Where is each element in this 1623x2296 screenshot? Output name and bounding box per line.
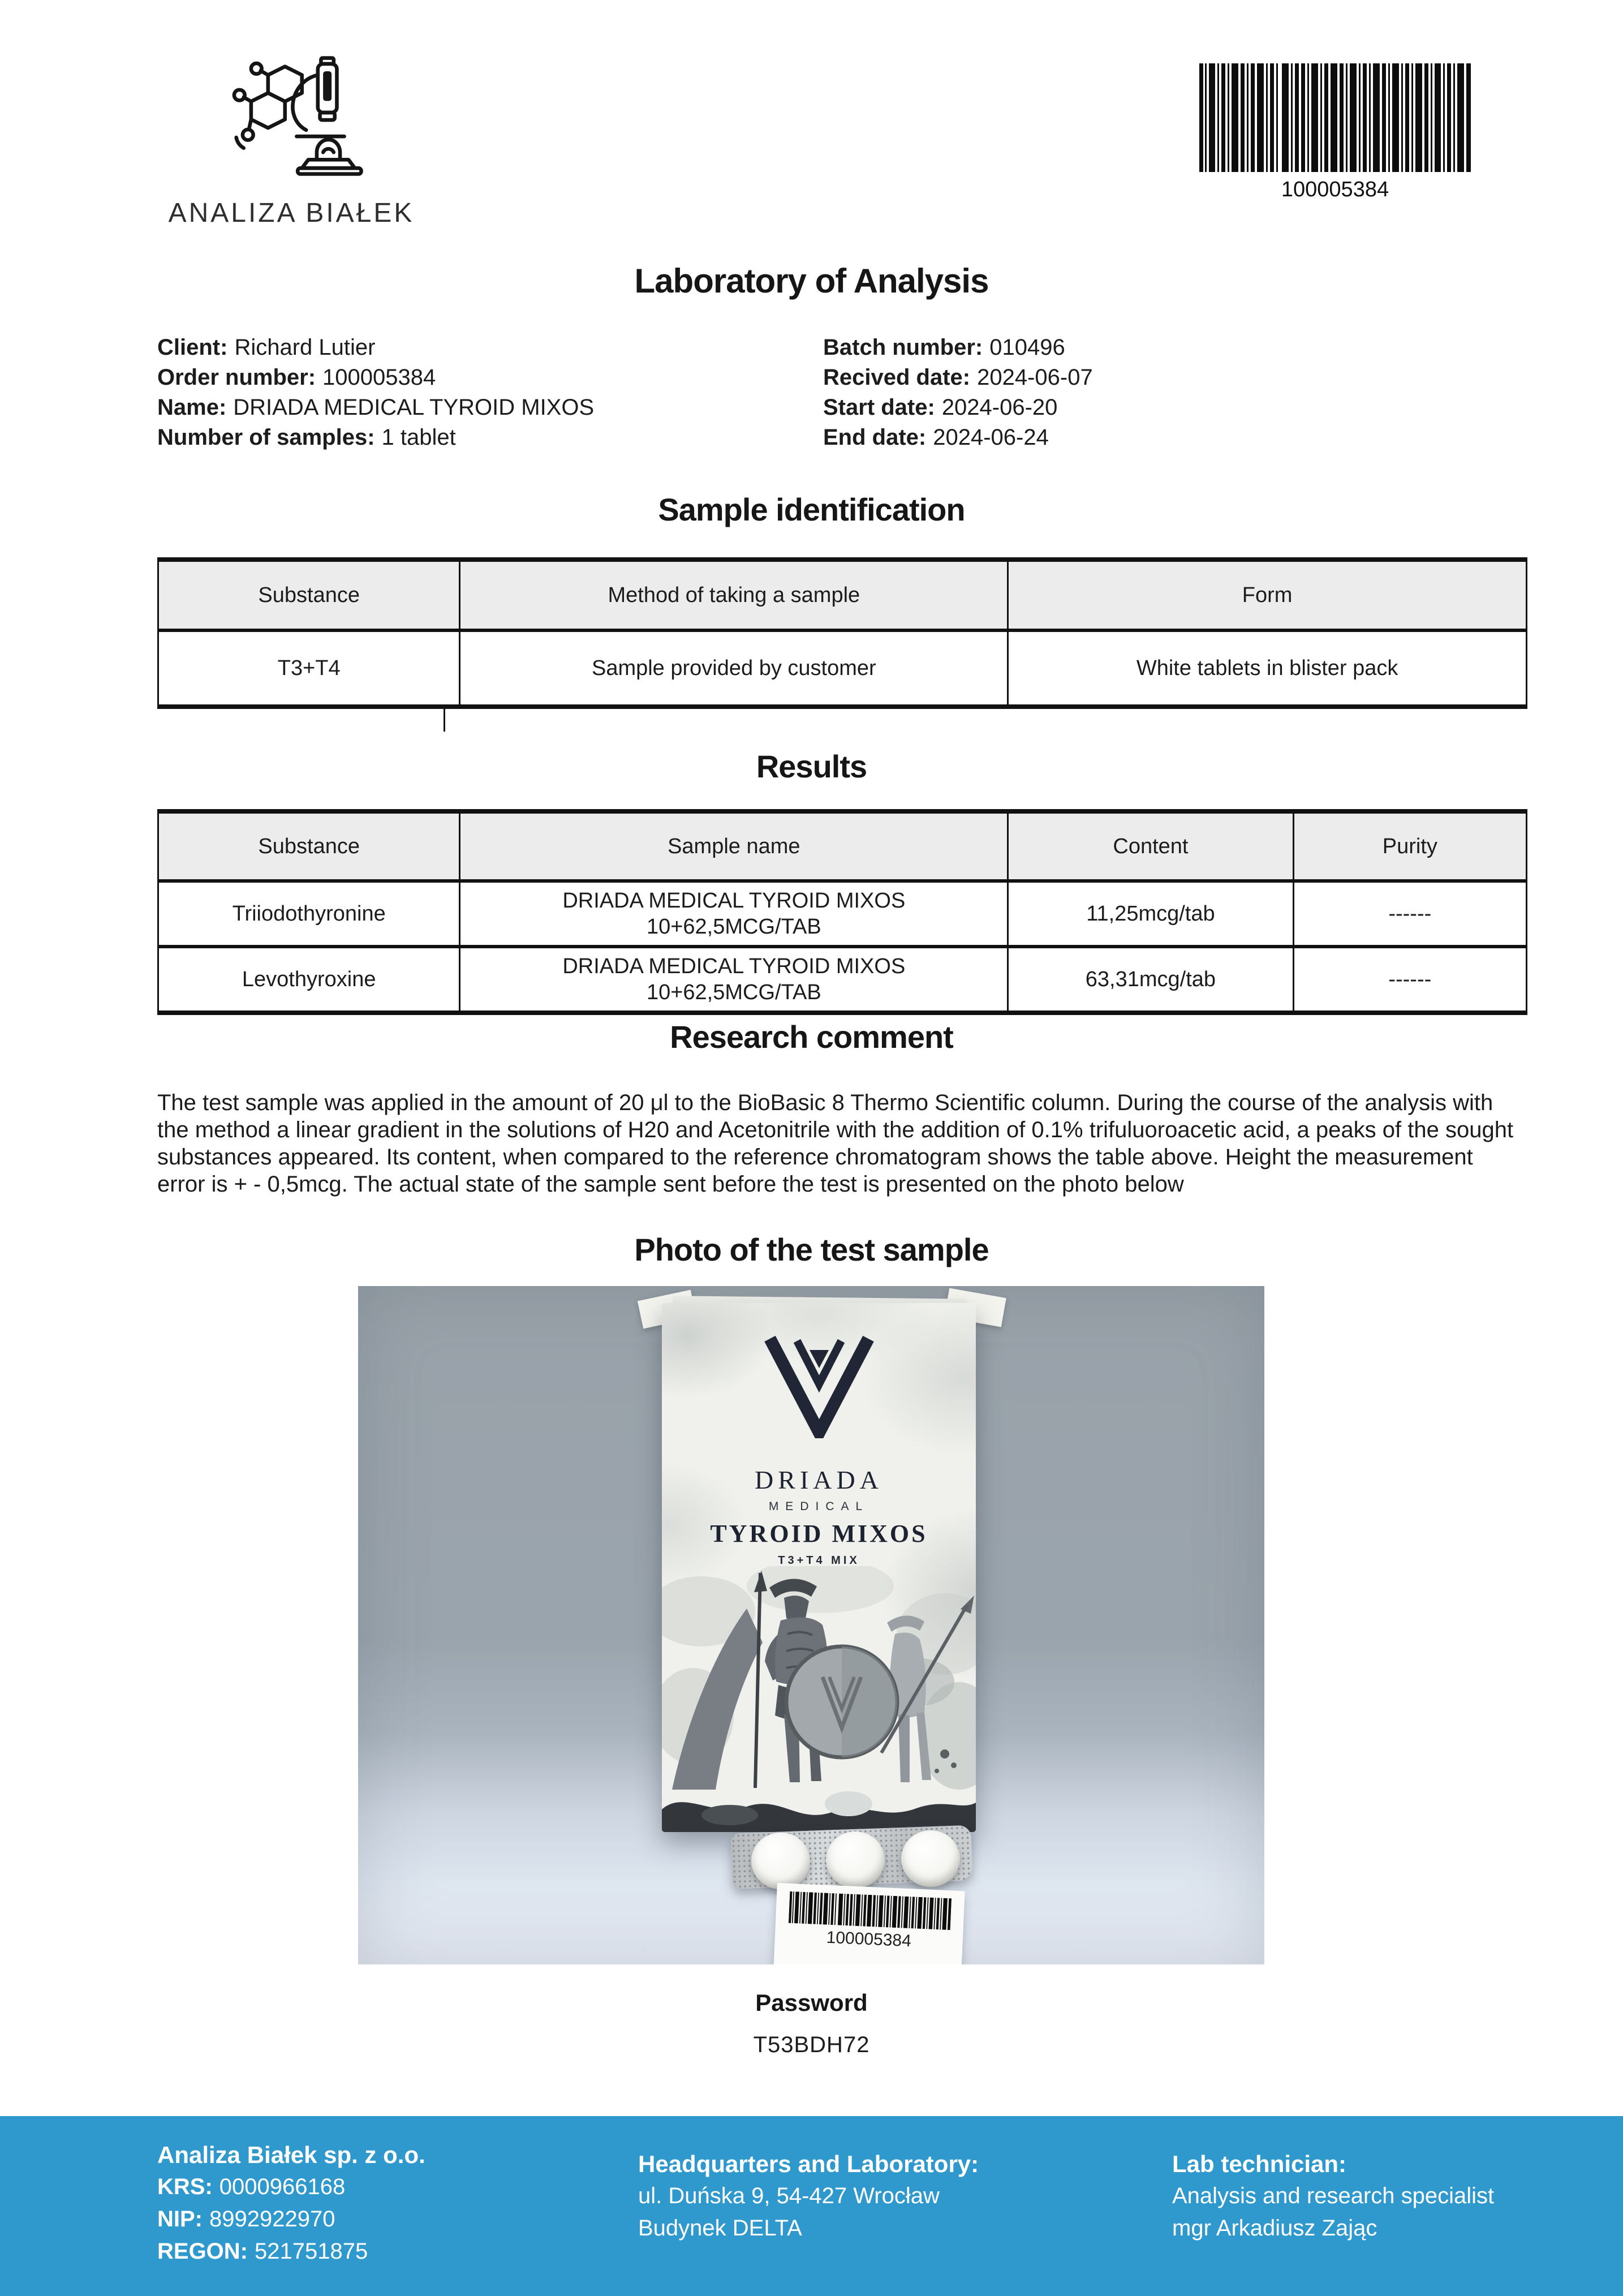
box-sub-text: MEDICAL — [768, 1500, 869, 1513]
section-results: Results — [756, 749, 867, 784]
box-variant-text: T3+T4 MIX — [778, 1554, 860, 1567]
header-form: Form — [1008, 560, 1527, 630]
header-sample-name: Sample name — [460, 811, 1008, 881]
regon-label: REGON: — [157, 2239, 248, 2264]
footer-technician-title: Lab technician: — [1172, 2151, 1347, 2177]
cell-substance: Triiodothyronine — [158, 881, 460, 947]
end-line — [823, 423, 1093, 453]
order-info-right — [823, 333, 1093, 453]
footer-hq-block — [638, 2148, 979, 2245]
footer-nip-line — [157, 2203, 425, 2235]
results-table — [157, 809, 1527, 1015]
tablet — [901, 1830, 960, 1887]
batch-line — [823, 333, 1093, 363]
footer-regon-line — [157, 2235, 425, 2268]
photo-barcode-label — [773, 1883, 965, 1964]
label-barcode-number: 100005384 — [826, 1928, 912, 1951]
received-value: 2024-06-07 — [977, 365, 1093, 390]
molecule-microscope-icon — [217, 50, 365, 183]
product-box — [662, 1303, 976, 1832]
samples-label: Number of samples: — [157, 425, 375, 450]
batch-value: 010496 — [989, 335, 1065, 360]
sample-identification-table — [157, 557, 1527, 709]
sample-name-text: DRIADA MEDICAL TYROID MIXOS 10+62,5MCG/TAB — [562, 954, 906, 1004]
sample-name-text: DRIADA MEDICAL TYROID MIXOS 10+62,5MCG/TAB — [562, 889, 906, 939]
table-row — [158, 947, 1527, 1013]
box-brand-text: DRIADA — [755, 1465, 883, 1494]
client-value: Richard Lutier — [234, 335, 376, 360]
order-number-line — [157, 363, 594, 393]
footer-hq-building: Budynek DELTA — [638, 2216, 802, 2241]
krs-label: KRS: — [157, 2174, 213, 2199]
batch-label: Batch number: — [823, 335, 983, 360]
client-label: Client: — [157, 335, 228, 360]
cell-substance: T3+T4 — [158, 630, 460, 707]
footer — [0, 2116, 1623, 2296]
cell-substance: Levothyroxine — [158, 947, 460, 1013]
footer-technician-role: Analysis and research specialist — [1172, 2183, 1495, 2208]
start-value: 2024-06-20 — [941, 395, 1058, 420]
table-row — [158, 630, 1527, 707]
cell-sample-name — [460, 881, 1008, 947]
cell-purity: ------ — [1293, 881, 1526, 947]
table-row — [158, 881, 1527, 947]
section-sample-identification: Sample identification — [658, 492, 965, 527]
label-barcode-icon — [789, 1891, 952, 1930]
barcode-icon — [1199, 63, 1471, 172]
warriors-illustration — [662, 1566, 976, 1832]
tablet — [826, 1831, 885, 1888]
results-table-wrap — [157, 809, 1527, 1015]
password-label: Password — [755, 1989, 868, 2016]
end-value: 2024-06-24 — [933, 425, 1049, 450]
table-header-row — [158, 560, 1527, 630]
footer-hq-address: ul. Duńska 9, 54-427 Wrocław — [638, 2183, 940, 2208]
start-label: Start date: — [823, 395, 935, 420]
table-header-row — [158, 811, 1527, 881]
order-info-left — [157, 333, 594, 453]
received-label: Recived date: — [823, 365, 971, 390]
cell-content: 11,25mcg/tab — [1008, 881, 1293, 947]
sample-identification-table-wrap — [157, 557, 1527, 709]
client-line — [157, 333, 594, 363]
cell-sample-name — [460, 947, 1008, 1013]
section-photo: Photo of the test sample — [634, 1232, 989, 1267]
header-substance: Substance — [158, 560, 460, 630]
password-value: T53BDH72 — [753, 2032, 870, 2057]
cell-content: 63,31mcg/tab — [1008, 947, 1293, 1013]
header-method: Method of taking a sample — [460, 560, 1008, 630]
footer-technician-name: mgr Arkadiusz Zając — [1172, 2216, 1377, 2241]
footer-technician-block — [1172, 2148, 1494, 2245]
sample-photo — [358, 1286, 1264, 1964]
krs-value: 0000966168 — [219, 2174, 346, 2199]
name-value: DRIADA MEDICAL TYROID MIXOS — [233, 395, 595, 420]
header-purity: Purity — [1293, 811, 1526, 881]
section-research-comment: Research comment — [670, 1019, 953, 1055]
footer-krs-line — [157, 2171, 425, 2203]
start-line — [823, 393, 1093, 423]
page-title: Laboratory of Analysis — [634, 262, 989, 300]
company-logo — [158, 50, 424, 229]
name-label: Name: — [157, 395, 227, 420]
footer-hq-title: Headquarters and Laboratory: — [638, 2151, 979, 2177]
order-number-label: Order number: — [157, 365, 316, 390]
regon-value: 521751875 — [255, 2239, 368, 2264]
received-line — [823, 363, 1093, 393]
footer-company-name: Analiza Białek sp. z o.o. — [157, 2142, 425, 2168]
order-barcode — [1199, 63, 1471, 202]
samples-value: 1 tablet — [381, 425, 456, 450]
research-comment-text: The test sample was applied in the amount of 20 μl to the BioBasic 8 Thermo Scientific column. During the course of the analysis with the method a linear gradient in the solutions of H20 and Acetonitrile with the addition of 0.1% trifuluoroacetic acid, a peaks of the sought substances appeared. Its content, when compared to the reference chromatogram shows the table above. Height the measurement error is + - 0,5mcg. The actual state of the sample sent before the test is presented on the photo below — [157, 1090, 1514, 1197]
stray-line-artifact — [444, 709, 445, 732]
samples-line — [157, 423, 594, 453]
cell-purity: ------ — [1293, 947, 1526, 1013]
nip-label: NIP: — [157, 2207, 203, 2231]
footer-company-block — [157, 2139, 425, 2268]
end-label: End date: — [823, 425, 927, 450]
cell-method: Sample provided by customer — [460, 630, 1008, 707]
box-product-text: TYROID MIXOS — [710, 1520, 928, 1547]
header-content: Content — [1008, 811, 1293, 881]
header-substance: Substance — [158, 811, 460, 881]
name-line — [157, 393, 594, 423]
nip-value: 8992922970 — [209, 2207, 335, 2231]
company-logo-text: ANALIZA BIAŁEK — [168, 198, 415, 228]
order-barcode-number: 100005384 — [1281, 178, 1389, 201]
v-monogram-icon — [761, 1334, 877, 1438]
cell-form: White tablets in blister pack — [1008, 630, 1527, 707]
order-number-value: 100005384 — [322, 365, 436, 390]
tablet — [751, 1833, 810, 1889]
